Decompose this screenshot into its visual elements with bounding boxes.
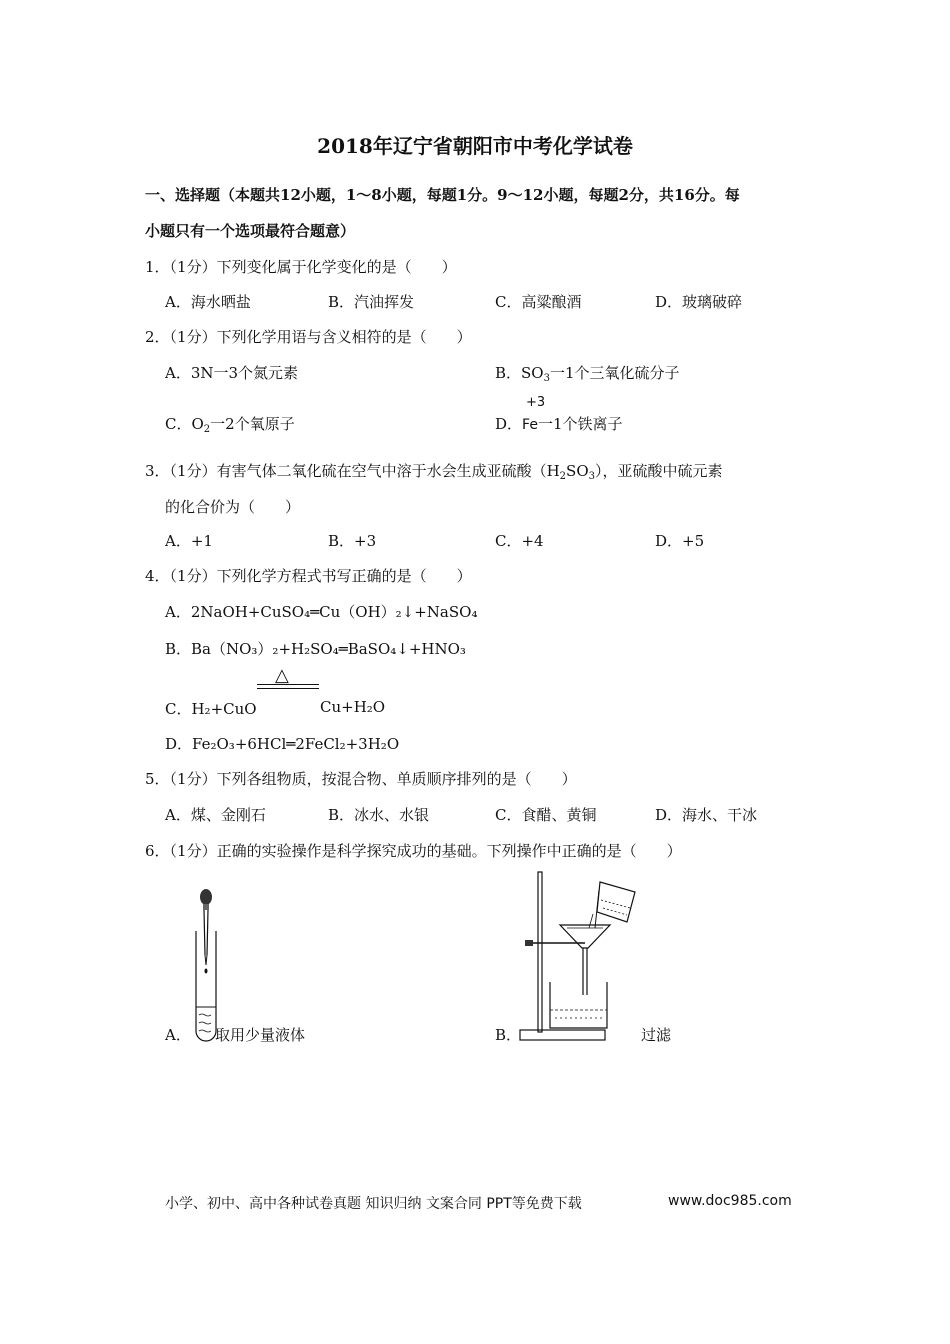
- q2-option-a: A．3N一3个氮元素: [165, 364, 299, 382]
- fe-charge: +3: [526, 395, 546, 410]
- q6-option-b-text: 过滤: [641, 1026, 672, 1044]
- page-title: 2018年辽宁省朝阳市中考化学试卷: [317, 134, 633, 158]
- q5-option-d: D．海水、干冰: [655, 806, 758, 824]
- footer-text: 小学、初中、高中各种试卷真题 知识归纳 文案合同 PPT等免费下载: [165, 1196, 582, 1212]
- equals-line-top: [257, 684, 319, 685]
- section-heading-line1: 一、选择题（本题共12小题，1～8小题，每题1分。9～12小题，每题2分，共16分。每: [145, 186, 740, 204]
- fe-symbol: +3 Fe: [522, 395, 546, 433]
- q1-stem: 1．（1分）下列变化属于化学变化的是（ ）: [145, 258, 457, 276]
- heat-symbol: △: [275, 665, 289, 686]
- q2-option-c: C．$O_2$一2个氧原子: [165, 415, 295, 435]
- footer-link[interactable]: www.doc985.com: [668, 1193, 792, 1209]
- q2-stem: 2．（1分）下列化学用语与含义相符的是（ ）: [145, 328, 472, 346]
- q1-option-b: B．汽油挥发: [328, 293, 415, 311]
- q3-option-c: C．+4: [495, 532, 544, 550]
- q3-option-a: A．+1: [165, 532, 213, 550]
- q4-option-b: B．Ba（NO₃）₂+H₂SO₄═BaSO₄↓+HNO₃: [165, 640, 466, 658]
- q2-option-d: D． +3 Fe一1个铁离子: [495, 395, 623, 433]
- q4-option-c-right: Cu+H₂O: [320, 698, 386, 716]
- q6-option-a-text: 取用少量液体: [215, 1026, 306, 1044]
- dropper-test-tube-figure: [188, 885, 228, 1045]
- q1-option-d: D．玻璃破碎: [655, 293, 743, 311]
- q4-option-d: D．Fe₂O₃+6HCl═2FeCl₂+3H₂O: [165, 735, 400, 753]
- q1-option-c: C．高粱酿酒: [495, 293, 582, 311]
- q6-option-b-label: B．: [495, 1026, 522, 1044]
- q4-option-a: A．2NaOH+CuSO₄═Cu（OH）₂↓+NaSO₄: [165, 603, 478, 621]
- filtration-figure: [515, 870, 645, 1042]
- q3-option-b: B．+3: [328, 532, 377, 550]
- q4-stem: 4．（1分）下列化学方程式书写正确的是（ ）: [145, 567, 472, 585]
- q5-option-a: A．煤、金刚石: [165, 806, 266, 824]
- q6-option-a-label: A．: [165, 1026, 191, 1044]
- q3-stem-line1: 3．（1分）有害气体二氧化硫在空气中溶于水会生成亚硫酸$(H_2SO_3)$，亚硫酸中硫元素: [145, 462, 723, 482]
- q5-option-b: B．冰水、水银: [328, 806, 430, 824]
- q5-stem: 5．（1分）下列各组物质，按混合物、单质顺序排列的是（ ）: [145, 770, 577, 788]
- q1-option-a: A．海水晒盐: [165, 293, 251, 311]
- q5-option-c: C．食醋、黄铜: [495, 806, 597, 824]
- q6-stem: 6．（1分）正确的实验操作是科学探究成功的基础。下列操作中正确的是（ ）: [145, 842, 682, 860]
- q4-option-c-left: C．H₂+CuO: [165, 700, 257, 718]
- equals-line-bottom: [257, 688, 319, 689]
- q2-option-b: B．$SO_3$一1个三氧化硫分子: [495, 364, 680, 384]
- q3-option-d: D．+5: [655, 532, 705, 550]
- q3-stem-line2: 的化合价为（ ）: [165, 498, 301, 516]
- section-heading-line2: 小题只有一个选项最符合题意）: [145, 222, 356, 240]
